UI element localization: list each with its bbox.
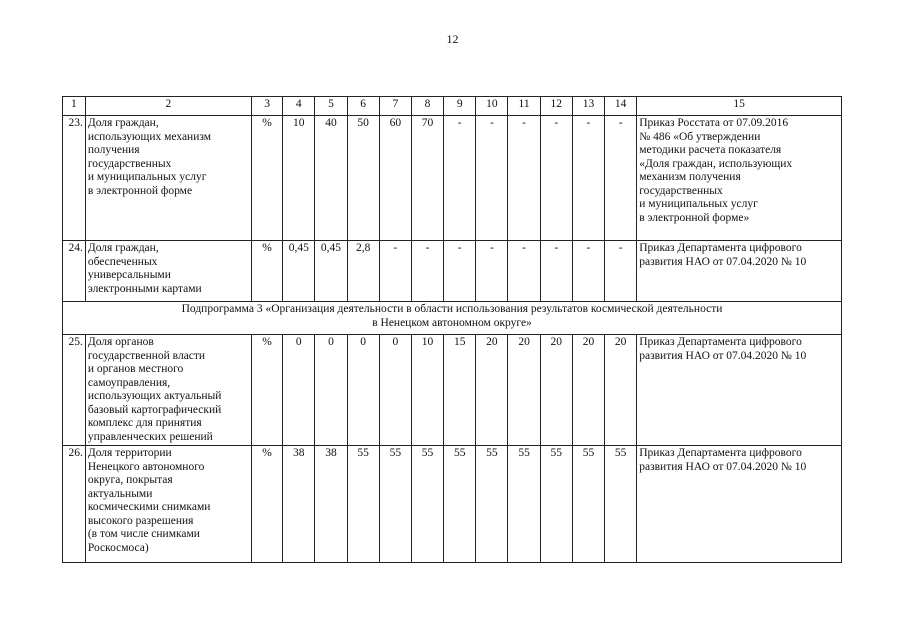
value-cell: - <box>605 241 637 302</box>
value-cell: 20 <box>572 335 604 446</box>
indicator-name-line: государственной власти <box>87 349 206 362</box>
value-cell: 15 <box>444 335 476 446</box>
value-cell: - <box>572 116 604 241</box>
value-cell: - <box>379 241 411 302</box>
value-cell: 55 <box>476 446 508 563</box>
indicator-name <box>85 241 251 302</box>
source-document-line: № 486 «Об утверждении <box>639 130 761 143</box>
source-document <box>637 241 842 302</box>
indicator-row <box>63 116 842 241</box>
indicator-name-line: комплекс для принятия <box>87 417 202 429</box>
indicator-name-line: Доля органов <box>87 336 154 348</box>
header-cell: 11 <box>508 97 540 116</box>
value-cell: 0,45 <box>315 241 347 302</box>
subprogram-title <box>63 302 842 335</box>
value-cell: 20 <box>540 335 572 446</box>
header-cell: 15 <box>637 97 842 116</box>
header-cell: 9 <box>444 97 476 116</box>
indicator-name <box>85 446 251 563</box>
source-document-line: Приказ Департамента цифрового <box>639 242 802 254</box>
indicator-name-line: базовый картографический <box>87 403 222 416</box>
indicator-name-line: Роскосмоса) <box>87 541 149 554</box>
value-cell: - <box>411 241 443 302</box>
source-document-line: развития НАО от 07.04.2020 № 10 <box>639 349 807 362</box>
indicator-name-line: Доля граждан, <box>87 242 159 254</box>
indicator-name-line: управленческих решений <box>87 430 213 443</box>
indicator-name-line: обеспеченных <box>87 255 158 268</box>
subprogram-title-line: Подпрограмма 3 «Организация деятельности в области использования результатов космической деятельности <box>181 303 723 315</box>
indicator-name-line: высокого разрешения <box>87 514 194 527</box>
indicator-name-line: самоуправления, <box>87 376 171 389</box>
header-cell: 12 <box>540 97 572 116</box>
value-cell: - <box>444 241 476 302</box>
source-document-line: Приказ Росстата от 07.09.2016 <box>639 117 789 129</box>
value-cell: 20 <box>476 335 508 446</box>
indicator-name-line: использующих актуальный <box>87 390 222 402</box>
source-document-line: в электронной форме» <box>639 211 750 224</box>
unit-cell: % <box>252 241 283 302</box>
value-cell: - <box>508 116 540 241</box>
indicator-row <box>63 335 842 446</box>
subprogram-title-line: в Ненецком автономном округе» <box>372 316 532 329</box>
source-document-line: развития НАО от 07.04.2020 № 10 <box>639 460 807 473</box>
header-cell: 14 <box>605 97 637 116</box>
value-cell: - <box>605 116 637 241</box>
value-cell: - <box>444 116 476 241</box>
value-cell: 55 <box>540 446 572 563</box>
header-cell: 7 <box>379 97 411 116</box>
row-number: 24. <box>63 241 86 302</box>
source-document-line: Приказ Департамента цифрового <box>639 447 802 459</box>
value-cell: - <box>476 116 508 241</box>
value-cell: 38 <box>315 446 347 563</box>
source-document <box>637 446 842 563</box>
value-cell: 0 <box>283 335 315 446</box>
value-cell: 10 <box>411 335 443 446</box>
value-cell: 70 <box>411 116 443 241</box>
indicator-name-line: Доля территории <box>87 447 172 459</box>
indicator-name-line: универсальными <box>87 269 171 281</box>
header-cell: 6 <box>347 97 379 116</box>
row-number: 26. <box>63 446 86 563</box>
indicator-name-line: (в том числе снимками <box>87 528 200 540</box>
indicator-row <box>63 446 842 563</box>
source-document <box>637 335 842 446</box>
indicator-name-line: актуальными <box>87 487 153 500</box>
value-cell: 0 <box>315 335 347 446</box>
unit-cell: % <box>252 335 283 446</box>
unit-cell: % <box>252 446 283 563</box>
source-document-line: механизм получения <box>639 171 741 183</box>
header-cell: 4 <box>283 97 315 116</box>
value-cell: 50 <box>347 116 379 241</box>
value-cell: - <box>540 116 572 241</box>
value-cell: 55 <box>347 446 379 563</box>
header-cell: 13 <box>572 97 604 116</box>
header-cell: 10 <box>476 97 508 116</box>
indicator-name-line: использующих механизм <box>87 130 212 143</box>
source-document-line: Приказ Департамента цифрового <box>639 336 802 348</box>
value-cell: 38 <box>283 446 315 563</box>
value-cell: - <box>572 241 604 302</box>
value-cell: 0,45 <box>283 241 315 302</box>
source-document-line: методики расчета показателя <box>639 144 782 156</box>
indicator-name <box>85 116 251 241</box>
unit-cell: % <box>252 116 283 241</box>
value-cell: 55 <box>411 446 443 563</box>
value-cell: - <box>508 241 540 302</box>
value-cell: - <box>540 241 572 302</box>
indicator-name-line: Ненецкого автономного <box>87 460 205 473</box>
subprogram-row <box>63 302 842 335</box>
header-cell: 2 <box>85 97 251 116</box>
indicator-name-line: округа, покрытая <box>87 474 173 486</box>
indicator-name-line: Доля граждан, <box>87 117 159 129</box>
header-row <box>63 97 842 116</box>
source-document-line: «Доля граждан, использующих <box>639 157 793 170</box>
indicator-name-line: и муниципальных услуг <box>87 171 207 183</box>
indicator-row <box>63 241 842 302</box>
value-cell: 0 <box>347 335 379 446</box>
value-cell: 20 <box>508 335 540 446</box>
header-cell: 1 <box>63 97 86 116</box>
page-number: 12 <box>446 32 459 46</box>
row-number: 25. <box>63 335 86 446</box>
header-cell: 3 <box>252 97 283 116</box>
value-cell: 55 <box>379 446 411 563</box>
source-document-line: развития НАО от 07.04.2020 № 10 <box>639 255 807 268</box>
value-cell: 55 <box>572 446 604 563</box>
indicator-name-line: и органов местного <box>87 363 184 375</box>
indicator-name-line: электронными картами <box>87 282 202 295</box>
row-number: 23. <box>63 116 86 241</box>
value-cell: 60 <box>379 116 411 241</box>
indicator-name-line: в электронной форме <box>87 184 193 197</box>
indicators-table <box>62 96 842 563</box>
source-document-line: и муниципальных услуг <box>639 198 758 210</box>
source-document-line: государственных <box>639 184 723 197</box>
value-cell: 0 <box>379 335 411 446</box>
value-cell: 55 <box>605 446 637 563</box>
header-cell: 5 <box>315 97 347 116</box>
value-cell: 55 <box>444 446 476 563</box>
source-document <box>637 116 842 241</box>
value-cell: - <box>476 241 508 302</box>
header-cell: 8 <box>411 97 443 116</box>
indicator-name-line: государственных <box>87 157 172 170</box>
value-cell: 40 <box>315 116 347 241</box>
value-cell: 55 <box>508 446 540 563</box>
indicator-name-line: космическими снимками <box>87 501 211 513</box>
indicator-name <box>85 335 251 446</box>
value-cell: 10 <box>283 116 315 241</box>
value-cell: 2,8 <box>347 241 379 302</box>
indicator-name-line: получения <box>87 144 140 156</box>
value-cell: 20 <box>605 335 637 446</box>
